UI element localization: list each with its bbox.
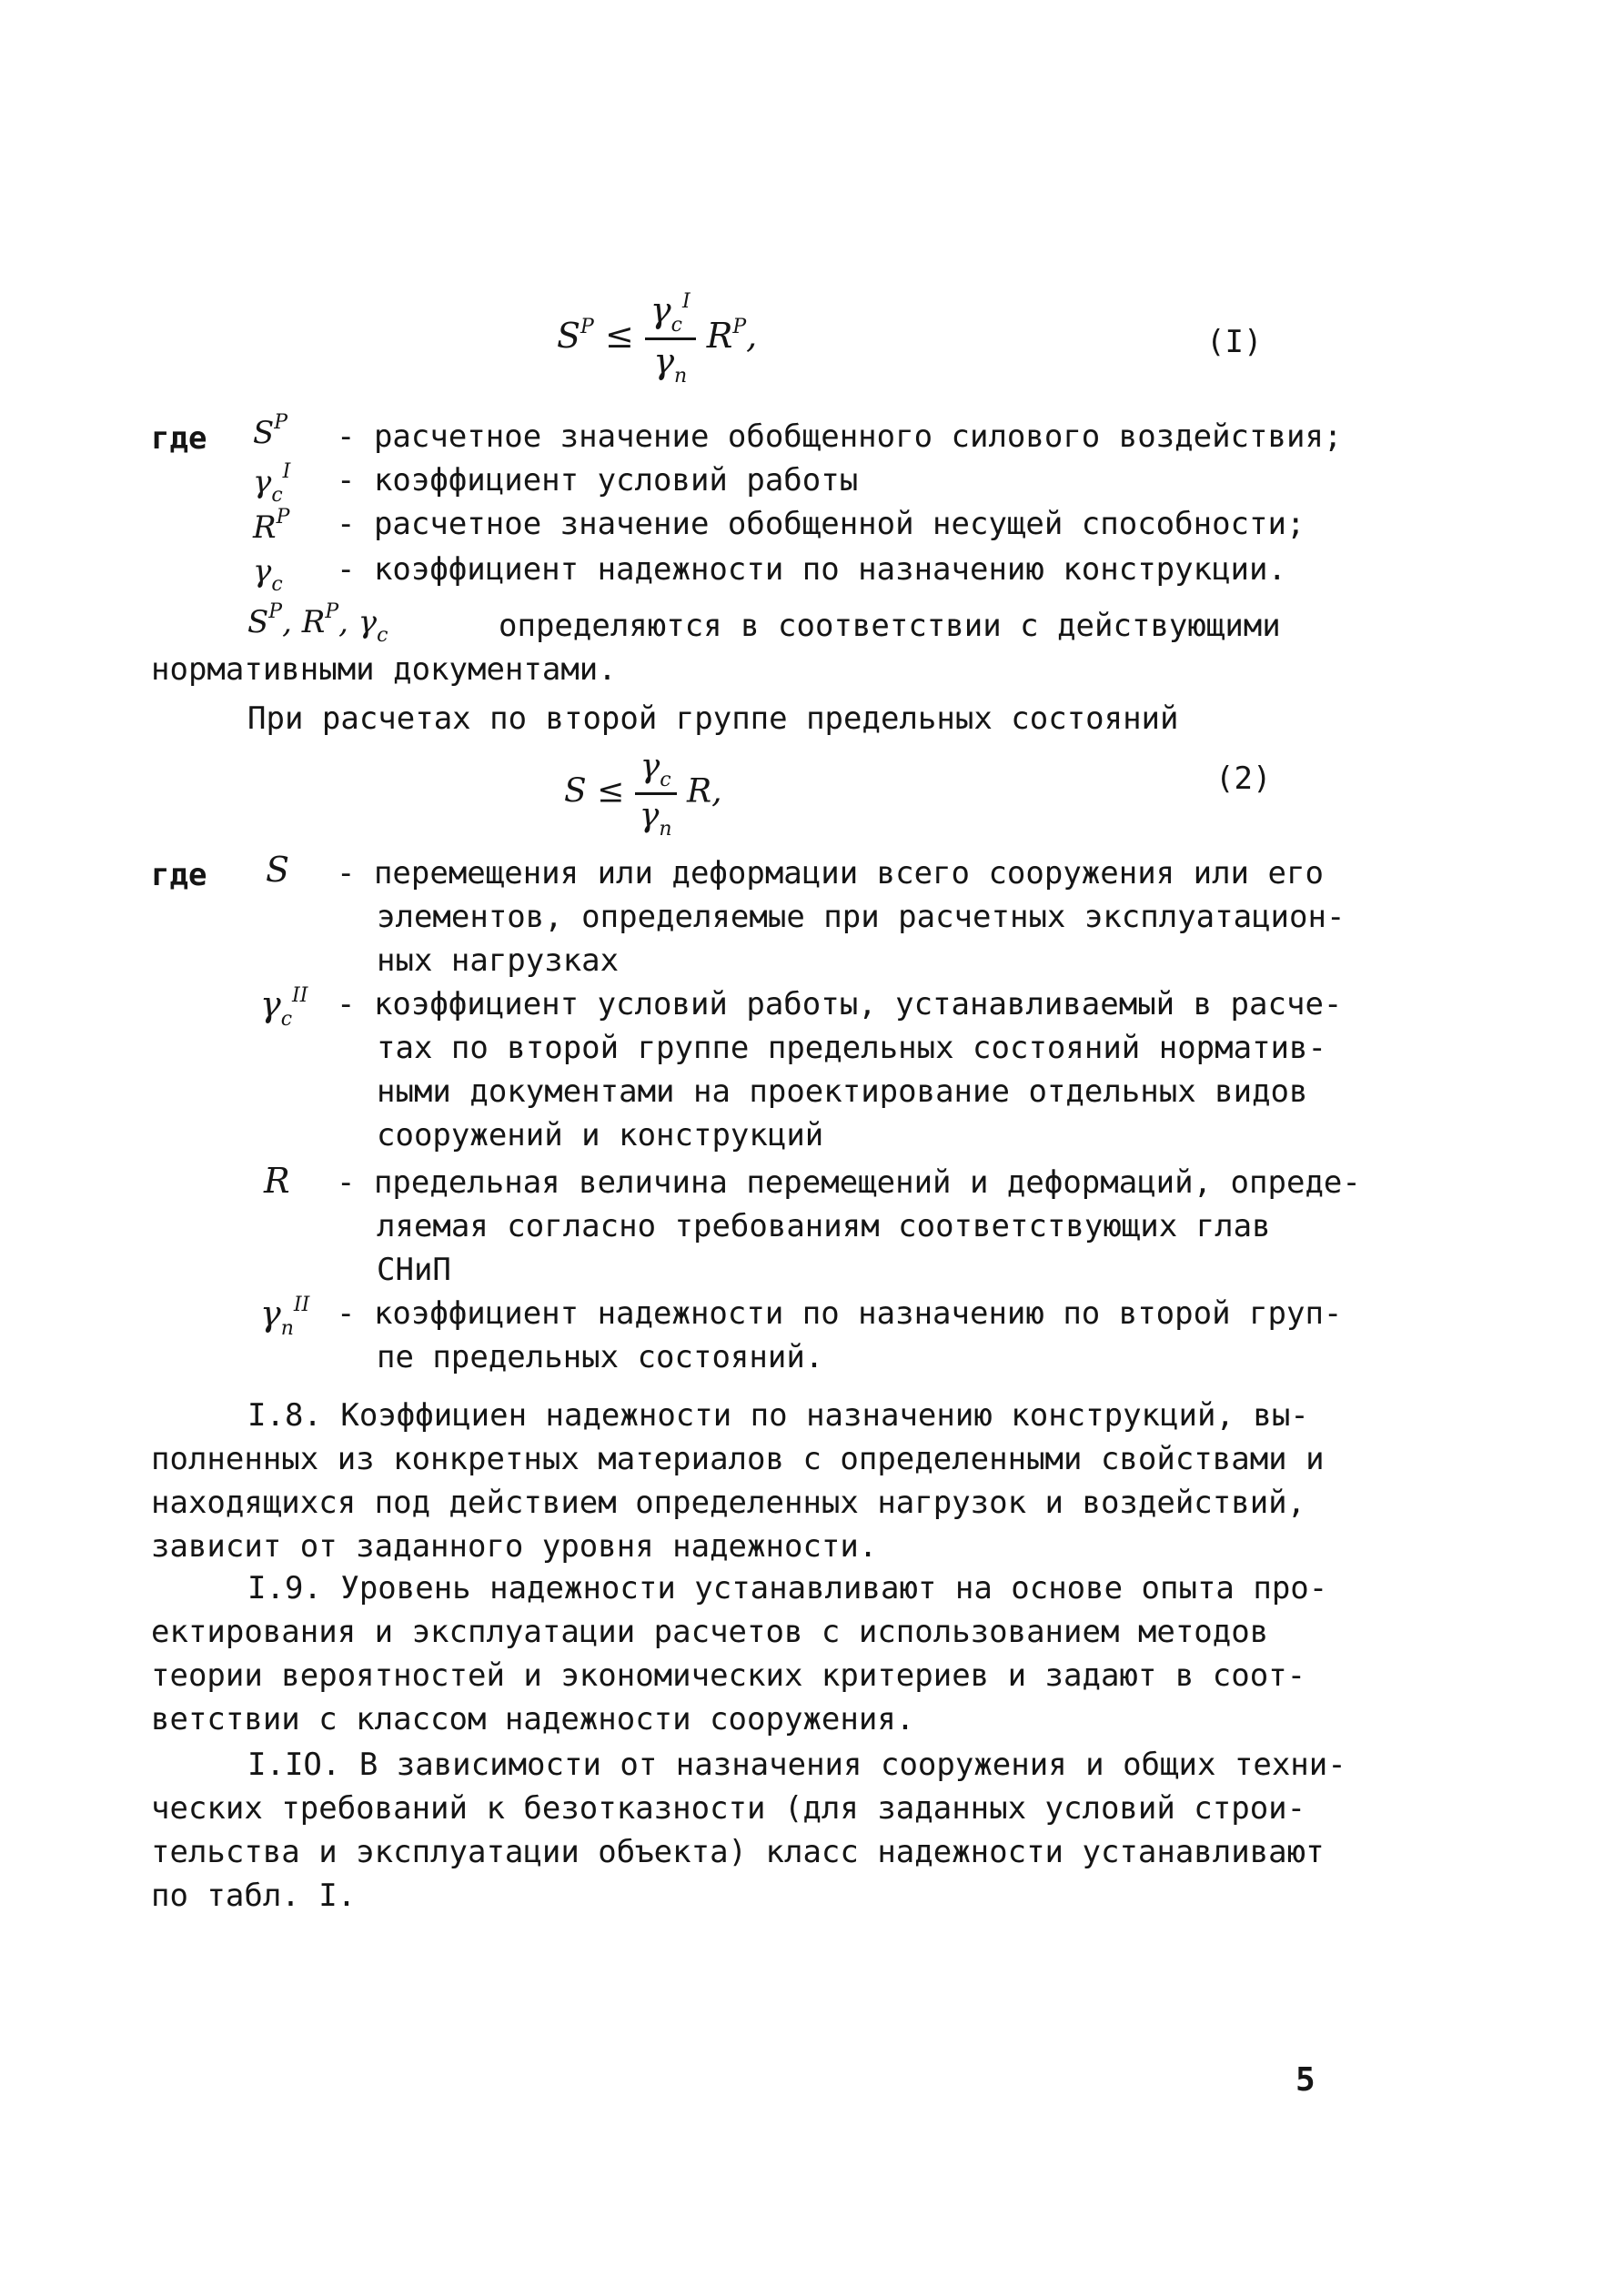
note-symbols: $S^P$, $R^P$, $\gamma_c$	[247, 600, 388, 647]
definition-r: - предельная величина перемещений и деформаций, опреде- ляемая согласно требованиям соответствующих глав СНиП	[337, 1164, 1361, 1288]
formula-2: S ≤ $\frac{\gamma_c}{\gamma_n}$ R,	[564, 748, 722, 841]
note-line-2: нормативными документами.	[151, 651, 617, 688]
symbol-s: S	[266, 850, 290, 890]
formula-2-number: (2)	[1215, 760, 1272, 797]
second-group-intro: При расчетах по второй группе предельных состояний	[247, 700, 1179, 737]
definition-rp-text: - расчетное значение обобщенной несущей способности;	[337, 506, 1305, 542]
definition-gamma-c-text: - коэффициент надежности по назначению конструкции.	[337, 551, 1286, 588]
symbol-r: R	[264, 1161, 290, 1201]
where-label-2: где	[151, 857, 207, 893]
page-number: 5	[1295, 2061, 1316, 2099]
paragraph-1-8: I.8. Коэффициен надежности по назначению конструкций, вы- полненных из конкретных материалов с определенными свойствами и находящихся под действием определенных нагрузок и воздействий, зависит от заданного уровня надежности.	[151, 1397, 1325, 1565]
symbol-gamma-c-I: $\gamma_c^I$	[253, 460, 291, 507]
symbol-sp: $S^P$	[253, 411, 288, 451]
where-label: где	[151, 420, 207, 457]
symbol-gamma-c: $\gamma_c$	[253, 553, 283, 596]
definition-sp	[253, 411, 287, 459]
formula-1-number: (I)	[1206, 324, 1263, 360]
paragraph-1-10: I.IO. В зависимости от назначения сооружения и общих техни- ческих требований к безотказности (для заданных условий строи- тельства и эксплуатации объекта) класс надежности устанавливают по табл. I.	[151, 1747, 1346, 1914]
definition-sp-text: - расчетное значение обобщенного силового воздействия;	[337, 418, 1343, 455]
definition-gamma-n-II: - коэффициент надежности по назначению по второй груп- пе предельных состояний.	[337, 1295, 1343, 1375]
definition-gamma-c-II: - коэффициент условий работы, устанавливаемый в расче- тах по второй группе предельных состояний норматив- ными документами на проектирование отдельных видов сооружений и конструкций	[337, 986, 1343, 1153]
symbol-gamma-c-II: $\gamma_c^{II}$	[260, 984, 308, 1031]
note-text: определяются в соответствии с действующими	[499, 608, 1281, 644]
formula-1: $S^P$ ≤ $\frac{\gamma_c^I}{\gamma_n}$ $R^P$,	[557, 290, 758, 388]
definition-gamma-c-I-text: - коэффициент условий работы	[337, 462, 859, 498]
definition-s: - перемещения или деформации всего сооружения или его элементов, определяемые при расчетных эксплуатацион- ных нагрузках	[337, 855, 1346, 979]
symbol-rp: $R^P$	[253, 506, 290, 546]
symbol-gamma-n-II: $\gamma_n^{II}$	[260, 1294, 310, 1340]
paragraph-1-9: I.9. Уровень надежности устанавливают на основе опыта про- ектирования и эксплуатации расчетов с использованием методов теории вероятностей и экономических критериев и задают в соот- ветствии с классом надежности сооружения.	[151, 1570, 1328, 1737]
